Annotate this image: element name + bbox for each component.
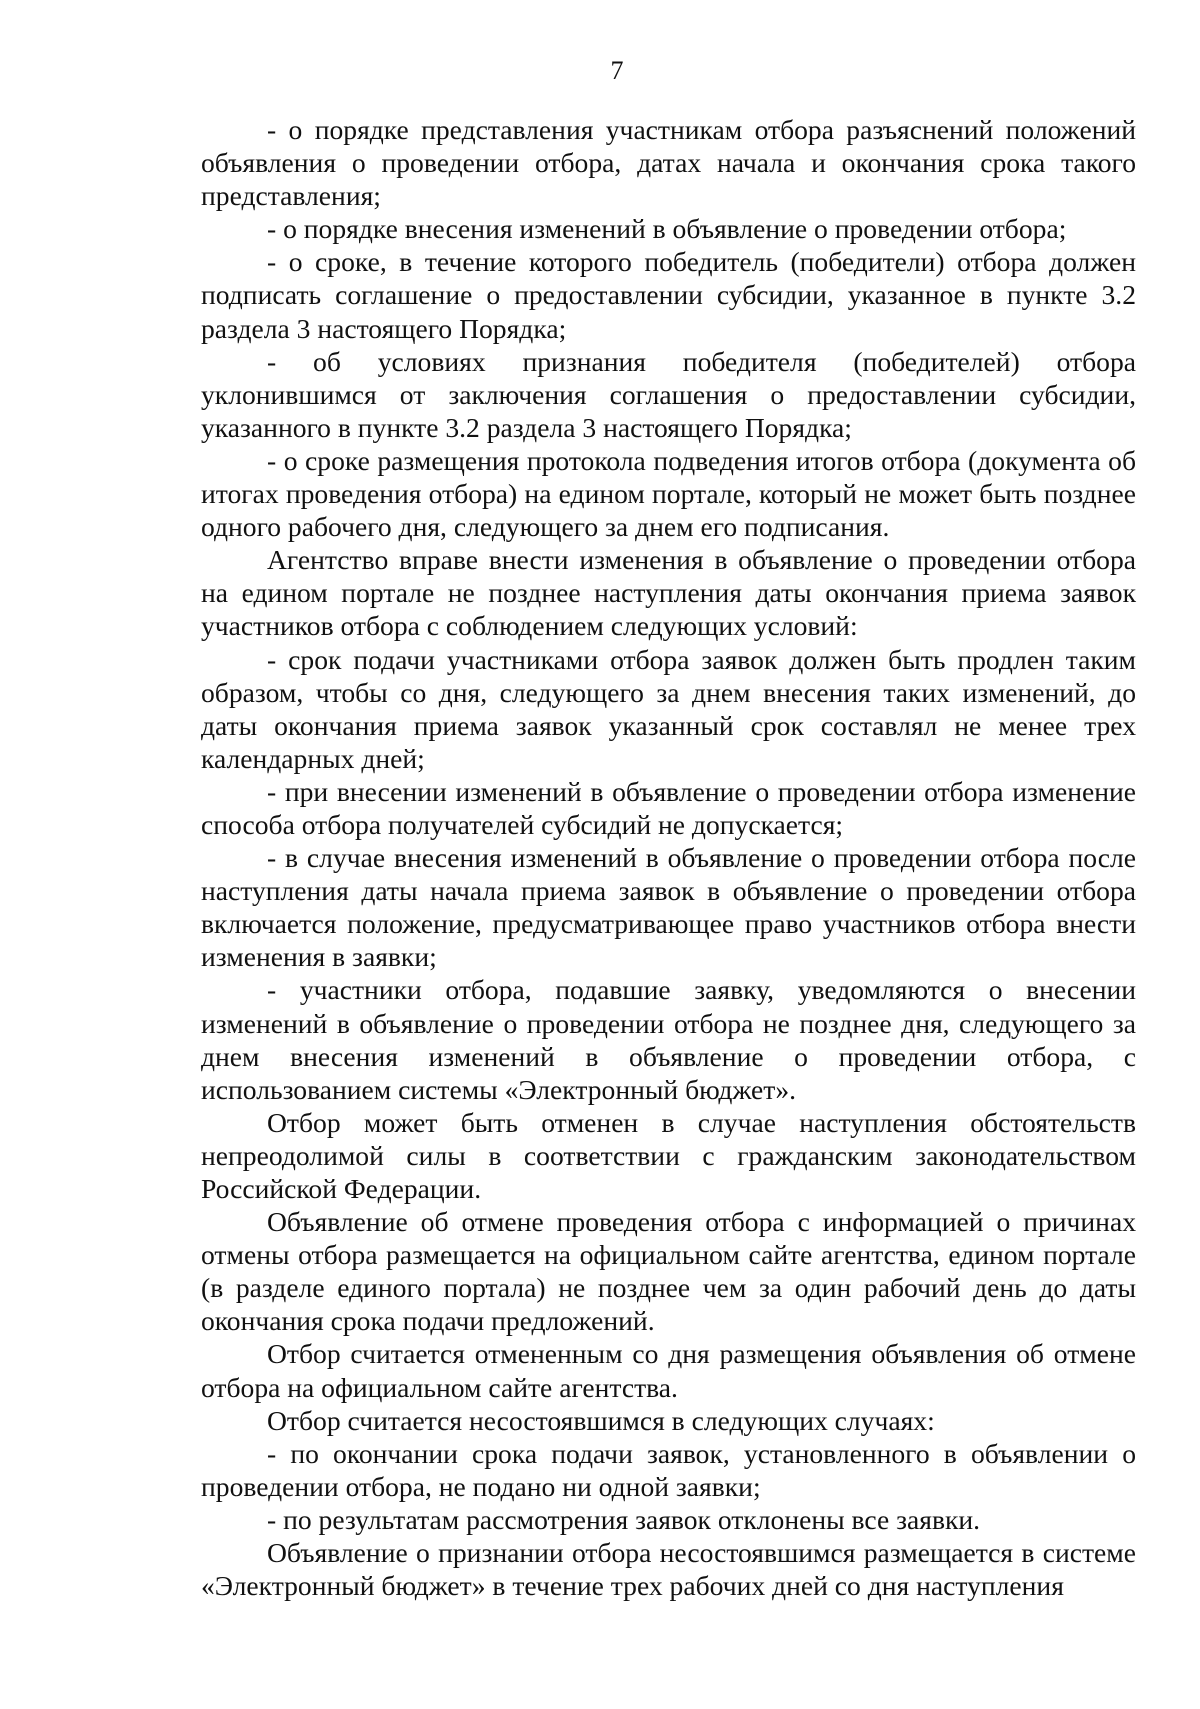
paragraph: - по окончании срока подачи заявок, установленного в объявлении о проведении отбора, не подано ни одной заявки; [201,1437,1136,1502]
paragraph: - в случае внесения изменений в объявление о проведении отбора после наступления даты начала приема заявок в объявление о проведении отбора включается положение, предусматривающее право участников отбора внести изменения в заявки; [201,842,1136,973]
paragraph: Агентство вправе внести изменения в объявление о проведении отбора на едином портале не позднее наступления даты окончания приема заявок участников отбора с соблюдением следующих условий: [201,544,1136,642]
paragraph: Отбор считается отмененным со дня размещения объявления об отмене отбора на официальном сайте агентства. [201,1338,1136,1403]
paragraph: Объявление об отмене проведения отбора с информацией о причинах отмены отбора размещается на официальном сайте агентства, едином портале (в разделе единого портала) не позднее чем за один рабочий день до даты окончания срока подачи предложений. [201,1206,1136,1337]
paragraph: - о сроке, в течение которого победитель (победители) отбора должен подписать соглашение о предоставлении субсидии, указанное в пункте 3.2 раздела 3 настоящего Порядка; [201,246,1136,344]
paragraph: - срок подачи участниками отбора заявок должен быть продлен таким образом, чтобы со дня, следующего за днем внесения таких изменений, до даты окончания приема заявок указанный срок составлял не менее трех календарных дней; [201,643,1136,774]
paragraph: - о порядке представления участникам отбора разъяснений положений объявления о проведении отбора, датах начала и окончания срока такого представления; [201,114,1136,212]
paragraph: - о сроке размещения протокола подведения итогов отбора (документа об итогах проведения отбора) на едином портале, который не может быть позднее одного рабочего дня, следующего за днем его подписания. [201,444,1136,543]
paragraph: - участники отбора, подавшие заявку, уведомляются о внесении изменений в объявление о проведении отбора не позднее дня, следующего за днем внесения изменений в объявление о проведении отбора, с использованием системы «Электронный бюджет». [201,974,1136,1105]
document-body [201,113,1136,1602]
paragraph: - по результатам рассмотрения заявок отклонены все заявки. [267,1503,981,1535]
page-number: 7 [610,56,624,85]
paragraph: - о порядке внесения изменений в объявление о проведении отбора; [267,213,1067,245]
paragraph: Отбор считается несостоявшимся в следующих случаях: [267,1404,935,1436]
paragraph: Объявление о признании отбора несостоявшимся размещается в системе «Электронный бюджет» в течение трех рабочих дней со дня наступления [201,1537,1136,1602]
paragraph: - при внесении изменений в объявление о проведении отбора изменение способа отбора получателей субсидий не допускается; [201,775,1136,840]
paragraph: - об условиях признания победителя (победителей) отбора уклонившимся от заключения соглашения о предоставлении субсидии, указанного в пункте 3.2 раздела 3 настоящего Порядка; [201,345,1136,443]
paragraph: Отбор может быть отменен в случае наступления обстоятельств непреодолимой силы в соответствии с гражданским законодательством Российской Федерации. [201,1106,1136,1204]
